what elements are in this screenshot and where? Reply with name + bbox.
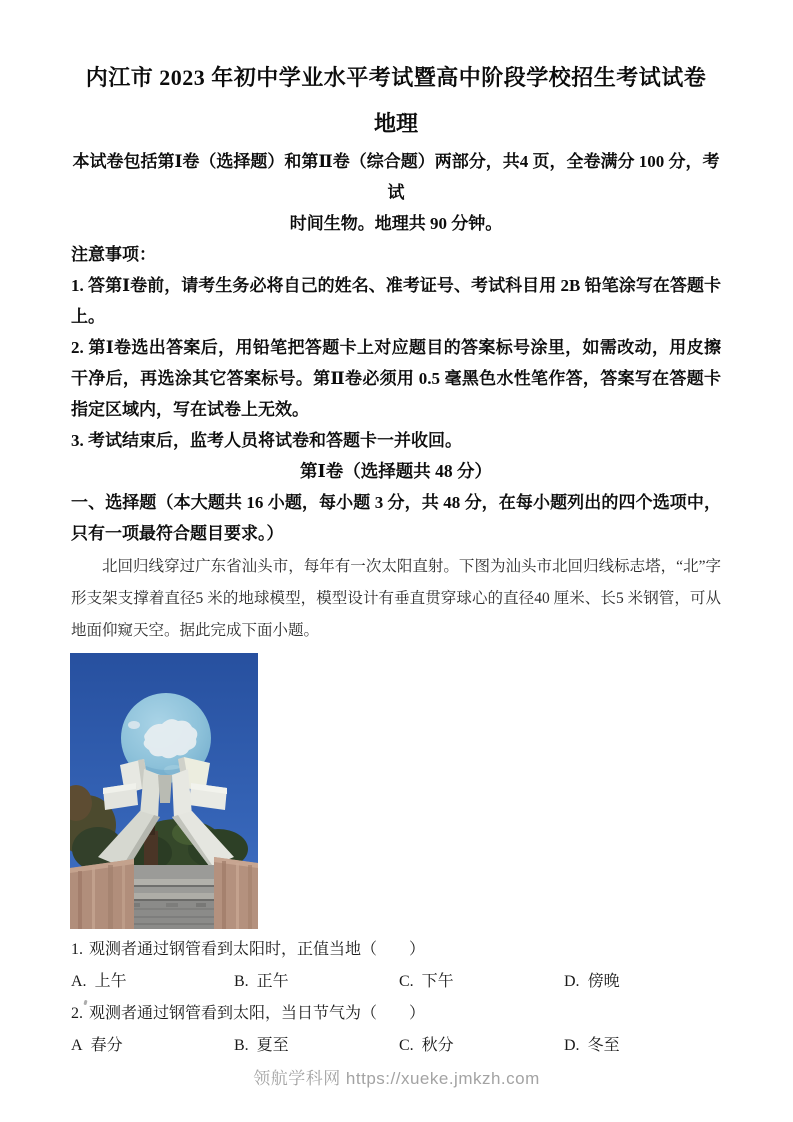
question-passage: 北回归线穿过广东省汕头市，每年有一次太阳直射。下图为汕头市北回归线标志塔，“北”字形支架支撑着直径5 米的地球模型，模型设计有垂直贯穿球心的直径40 厘米、长5 米钢管，可从地面仰窥天空。据此完成下面小题。 (71, 558, 721, 639)
pavement (124, 865, 222, 929)
page-content (71, 0, 721, 1062)
notice-section (71, 239, 721, 456)
option-2c: C. 秋分 (399, 1037, 454, 1054)
option-2b: B. 夏至 (234, 1037, 289, 1054)
question-1-options (71, 966, 721, 998)
exam-intro-line1: 本试卷包括第Ⅰ卷（选择题）和第Ⅱ卷（综合题）两部分，共4 页，全卷满分 100 分，考试 (72, 152, 720, 202)
question-2-stem: 2. 观测者通过钢管看到太阳，当日节气为（ ） (71, 1005, 426, 1022)
question-2-number: 2. (71, 1005, 83, 1022)
watermark-footer: 领航学科网 https://xueke.jmkzh.com (253, 1069, 540, 1088)
page-title: 内江市 2023 年初中学业水平考试暨高中阶段学校招生考试试卷 (85, 65, 707, 90)
monument-photo (70, 653, 258, 929)
exam-intro (71, 146, 721, 239)
question-1-stem: 1. 观测者通过钢管看到太阳时，正值当地（ ） (71, 941, 426, 958)
multiple-choice-instruction: 一、选择题（本大题共 16 小题，每小题 3 分，共 48 分，在每小题列出的四个选项中，只有一项最符合题目要求。） (71, 493, 721, 543)
option-2a: A 春分 (71, 1037, 123, 1054)
section-i-heading: 第Ⅰ卷（选择题共 48 分） (300, 461, 492, 481)
notice-item-2: 2. 第Ⅰ卷选出答案后，用铅笔把答题卡上对应题目的答案标号涂里，如需改动，用皮擦干净后，再选涂其它答案标号。第Ⅱ卷必须用 0.5 毫黑色水性笔作答，答案写在答题卡指定区域内，写在试卷上无效。 (71, 338, 721, 419)
question-2-options (71, 1030, 721, 1062)
notice-item-3: 3. 考试结束后，监考人员将试卷和答题卡一并收回。 (71, 431, 462, 450)
notice-item-1: 1. 答第Ⅰ卷前，请考生务必将自己的姓名、准考证号、考试科目用 2B 铅笔涂写在答题卡上。 (71, 276, 721, 326)
option-1c: C. 下午 (399, 973, 454, 990)
option-1a: A. 上午 (71, 973, 127, 990)
exam-intro-line2: 时间生物。地理共 90 分钟。 (289, 214, 503, 233)
option-1d: D. 傍晚 (564, 973, 620, 990)
subject-title: 地理 (373, 111, 418, 136)
option-2d: D. 冬至 (564, 1037, 620, 1054)
question-1-number: 1. (71, 941, 83, 958)
option-1b: B. 正午 (234, 973, 289, 990)
notice-heading: 注意事项： (71, 245, 156, 264)
question-block (71, 934, 721, 1062)
